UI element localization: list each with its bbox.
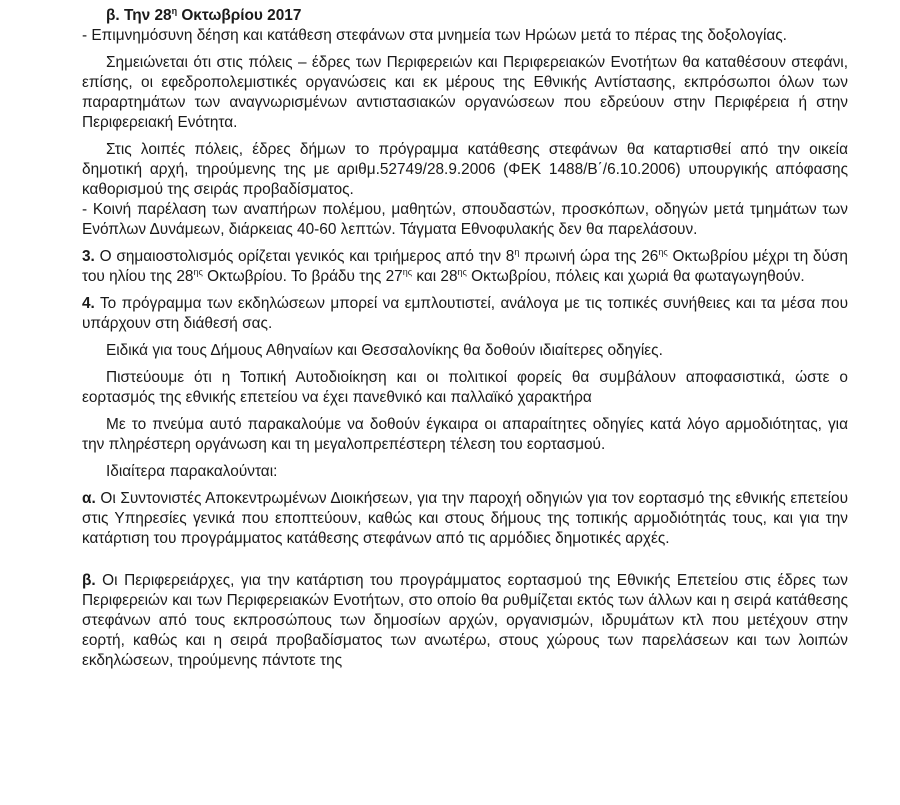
superscript: ης: [402, 266, 413, 277]
paragraph-local-government: Πιστεύουμε ότι η Τοπική Αυτοδιοίκηση και οι πολιτικοί φορείς θα συμβάλουν αποφασιστικά, ώστε ο εορτασμός της εθνικής επετείου να έχει πανεθνικό και παλλαϊκό χαρακτήρα: [82, 369, 848, 406]
item-letter: α.: [82, 490, 96, 507]
paragraph-coordinators: [82, 489, 848, 549]
heading-date: Οκτωβρίου 2017: [177, 7, 302, 24]
superscript: η: [514, 246, 520, 257]
paragraph-text: Οι Περιφερειάρχες, για την κατάρτιση του προγράμματος εορτασμού της Εθνικής Επετείου στις έδρες των Περιφερειών και των Περιφερειακών Ενοτήτων, στο οποίο θα ρυθμίζεται εκτός των άλλων και η σειρά κατάθεσης στεφάνων από τους εκπροσώπους των δημοσίων αρχών, οργανισμών, ιδρυμάτων κτλ που μετέχουν στην εορτή, καθώς και η σειρά προβαδίσματος των ανωτέρω, στους χώρους των παρελάσεων και των λοιπών εκδηλώσεων, τηρούμενης πάντοτε της: [82, 572, 848, 669]
item-number: 3.: [82, 248, 95, 265]
superscript: ης: [658, 246, 668, 257]
paragraph-text: Οκτωβρίου, πόλεις και χωριά θα φωταγωγηθούν.: [466, 268, 805, 285]
paragraph-text: Το πρόγραμμα των εκδηλώσεων μπορεί να εμπλουτιστεί, ανάλογα με τις τοπικές συνήθειες και τα μέσα που υπάρχουν στη διάθεσή σας.: [82, 295, 848, 332]
section-heading: [106, 6, 848, 26]
paragraph-flag-decoration: [82, 247, 848, 287]
superscript: ης: [193, 266, 203, 277]
paragraph-especially-requested: Ιδιαίτερα παρακαλούνται:: [106, 463, 278, 480]
heading-superscript: η: [171, 5, 178, 16]
paragraph-program-enrichment: [82, 294, 848, 334]
item-letter: β.: [82, 572, 96, 589]
paragraph-text: Οκτωβρίου μέχρι τη δύση του ηλίου της 28: [82, 248, 848, 285]
item-number: 4.: [82, 295, 95, 312]
paragraph-special-instructions: Ειδικά για τους Δήμους Αθηναίων και Θεσσαλονίκης θα δοθούν ιδιαίτερες οδηγίες.: [106, 342, 663, 359]
paragraph-regional-governors: [82, 571, 848, 671]
paragraph-text: και 28: [412, 268, 458, 285]
paragraph-memorial-service: - Επιμνημόσυνη δέηση και κατάθεση στεφάνων στα μνημεία των Ηρώων μετά το πέρας της δοξολογίας.: [82, 27, 787, 44]
paragraph-text: Οι Συντονιστές Αποκεντρωμένων Διοικήσεων, για την παροχή οδηγιών για τον εορτασμό της εθνικής επετείου στις Υπηρεσίες γενικά που εποπτεύουν, καθώς και στους δήμους της τοπικής αρμοδιότητάς τους, και για την κατάρτιση του προγράμματος κατάθεσης στεφάνων από τις αρμόδιες δημοτικές αρχές.: [82, 490, 848, 547]
paragraph-wreath-note: Σημειώνεται ότι στις πόλεις – έδρες των Περιφερειών και Περιφερειακών Ενοτήτων θα καταθέσουν στεφάνι, επίσης, οι εφεδροπολεμιστικές οργανώσεις και εκ μέρους της Εθνικής Αντίστασης, εκπρόσωποι όλων των παραρτημάτων των αναγνωρισμένων αντιστασιακών οργανώσεων που εδρεύουν στην Περιφέρεια ή στην Περιφερειακή Ενότητα.: [82, 54, 848, 131]
paragraph-text: Οκτωβρίου. Το βράδυ της 27: [202, 268, 403, 285]
superscript: ης: [457, 266, 467, 277]
paragraph-other-cities: Στις λοιπές πόλεις, έδρες δήμων το πρόγραμμα κατάθεσης στεφάνων θα καταρτισθεί από την οικεία δημοτική αρχή, τηρούμενης της με αριθμ.52749/28.9.2006 (ΦΕΚ 1488/Β΄/6.10.2006) υπουργικής απόφασης καθορισμού της σειράς προβαδίσματος.: [82, 141, 848, 198]
paragraph-parade: - Κοινή παρέλαση των αναπήρων πολέμου, μαθητών, σπουδαστών, προσκόπων, οδηγών μετά τμημάτων των Ενόπλων Δυνάμεων, διάρκειας 40-60 λεπτών. Τάγματα Εθνοφυλακής δεν θα παρελάσουν.: [82, 201, 848, 238]
paragraph-text: πρωινή ώρα της 26: [519, 248, 659, 265]
paragraph-text: Ο σημαιοστολισμός ορίζεται γενικός και τριήμερος από την 8: [94, 248, 515, 265]
paragraph-instructions-request: Με το πνεύμα αυτό παρακαλούμε να δοθούν έγκαιρα οι απαραίτητες οδηγίες κατά λόγο αρμοδιότητας, για την πληρέστερη οργάνωση και τη μεγαλοπρεπέστερη τέλεση του εορτασμού.: [82, 416, 848, 453]
heading-text: β. Την 28: [106, 7, 172, 24]
